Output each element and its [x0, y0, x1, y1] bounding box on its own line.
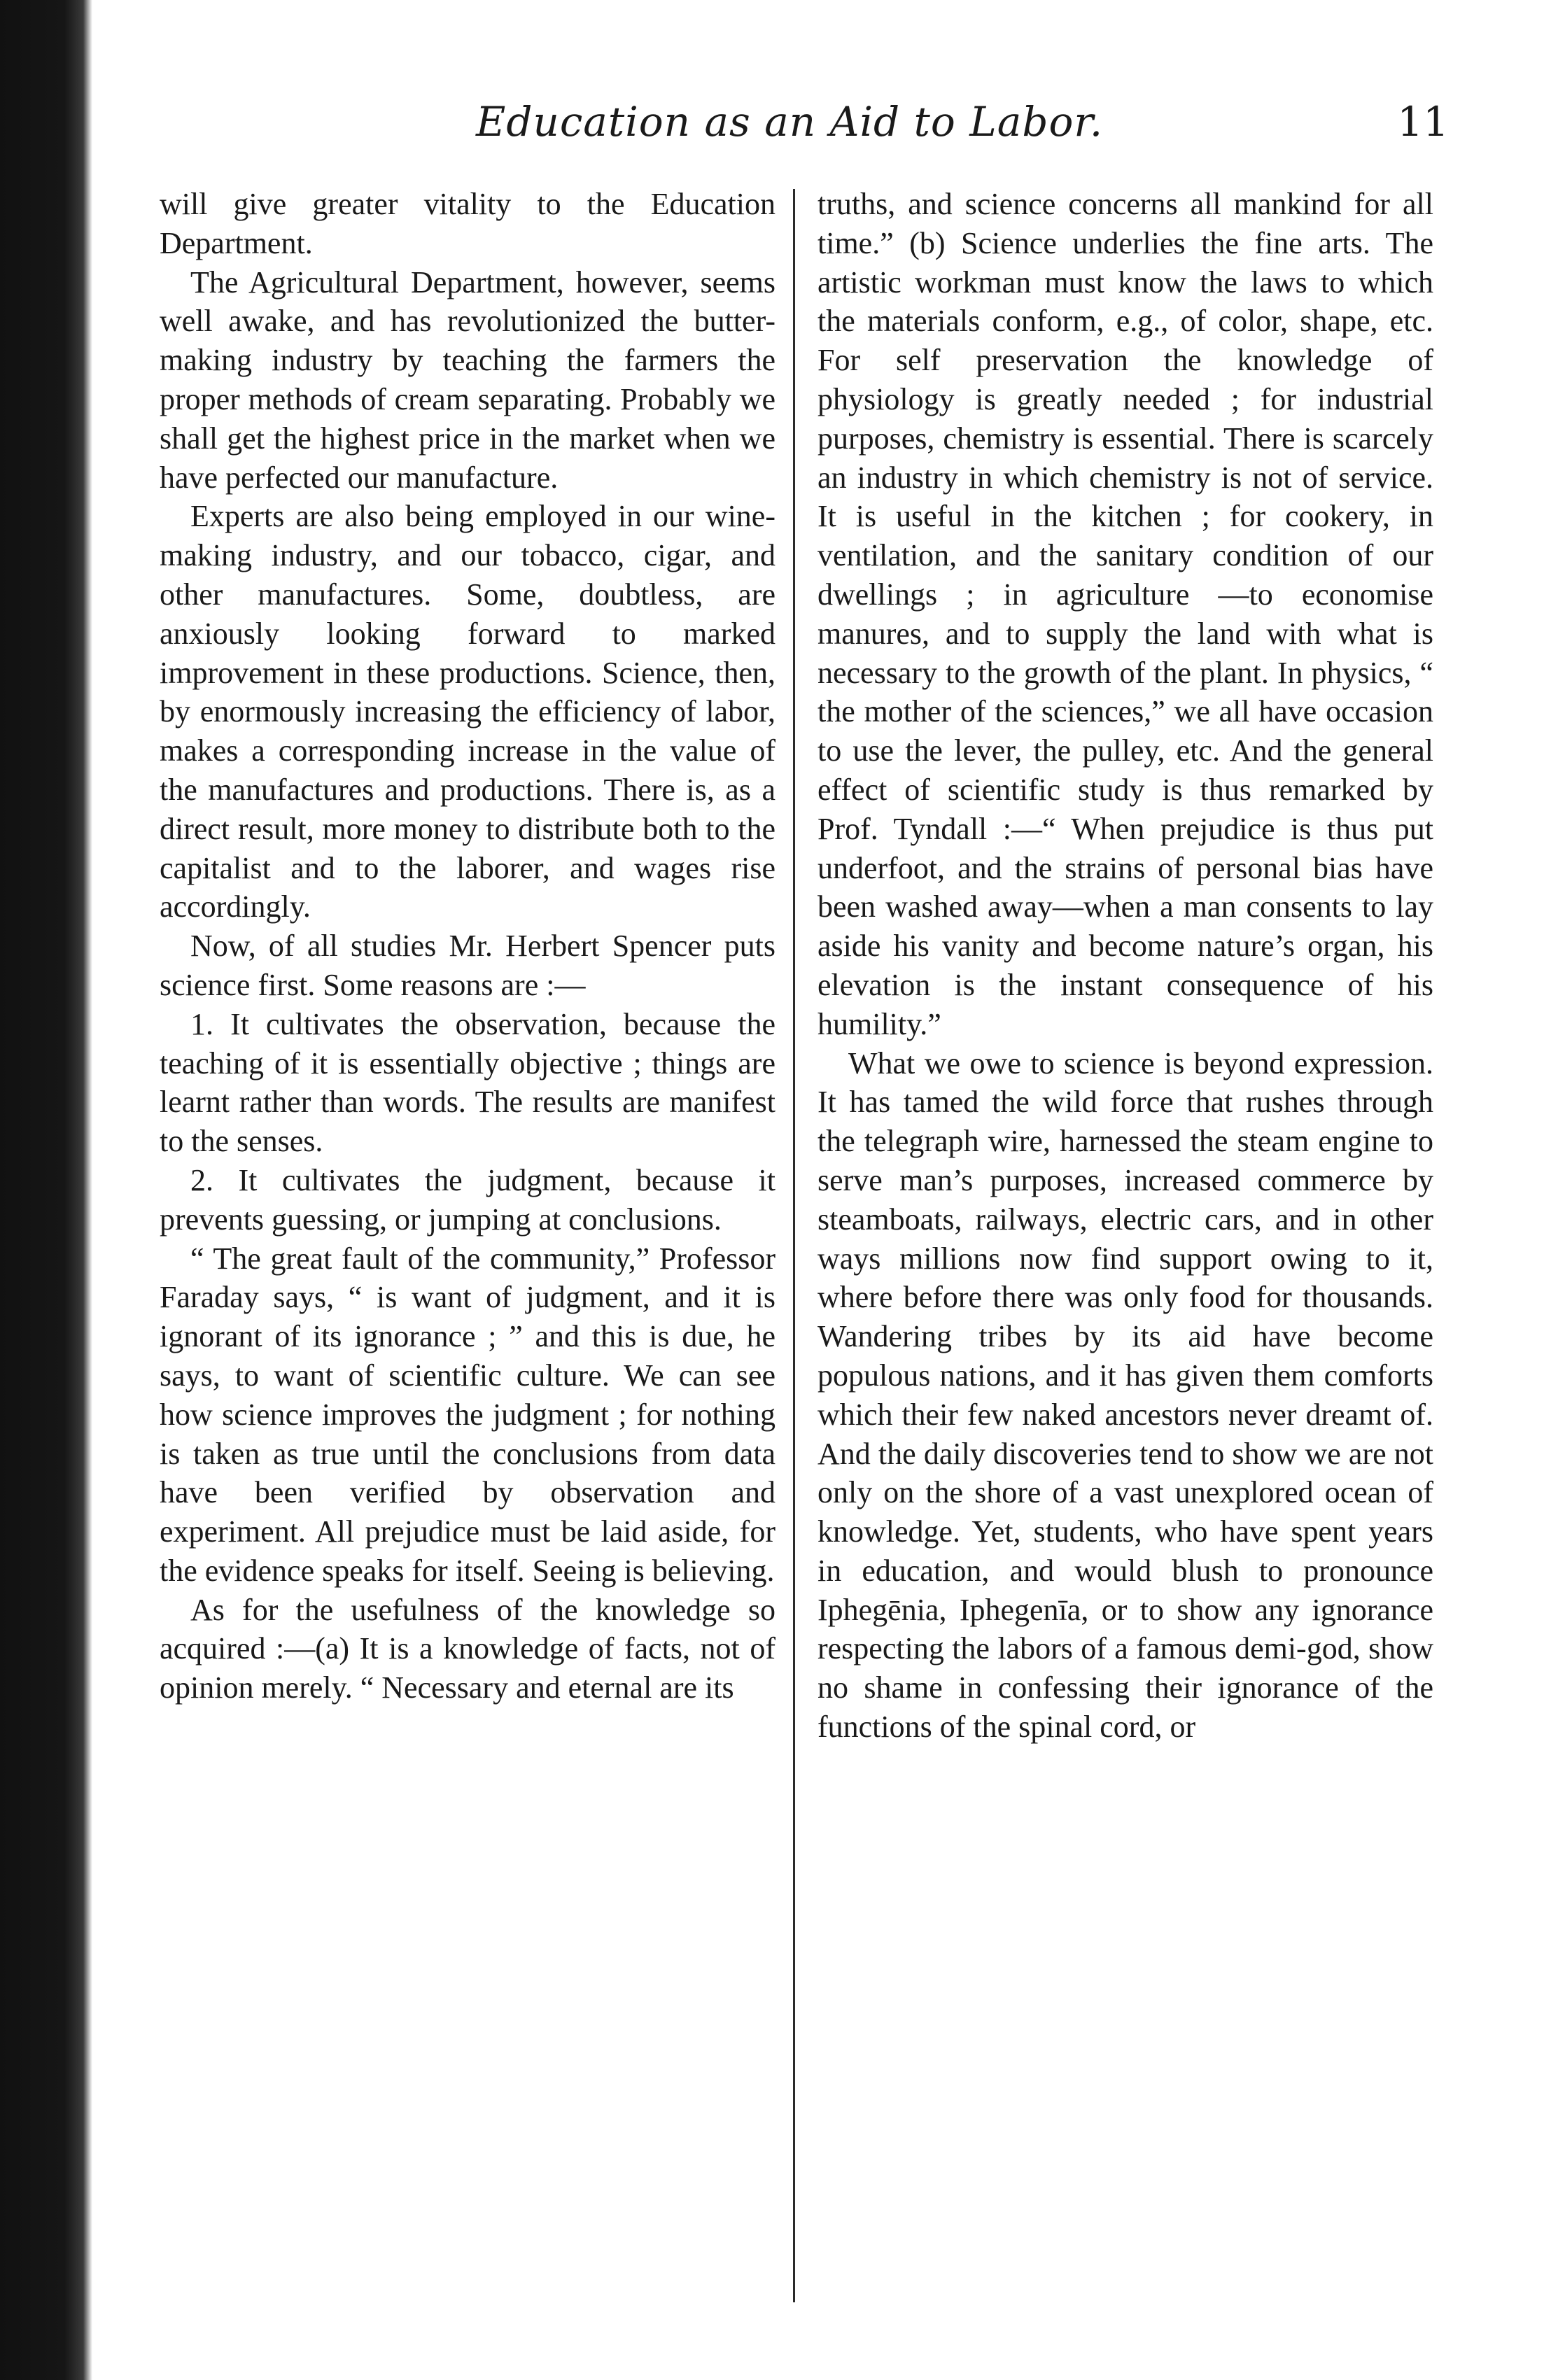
paragraph: will give greater vitality to the Education Department.: [160, 187, 776, 260]
column-divider: [793, 189, 795, 2302]
paragraph: truths, and science concerns all mankind for all time.” (b) Science underlies the fine arts. The artistic workman must know the laws to which the materials conform, e.g., of color, shape, etc. For self preservation the knowledge of physiology is greatly needed ; for industrial purposes, chemistry is essential. There is scarcely an industry in which chemistry is not of service. It is useful in the kitchen ; for cookery, in ventilation, and the sanitary condition of our dwellings ; in agriculture —to economise manures, and to supply the land with what is necessary to the growth of the plant. In physics, “ the mother of the sciences,” we all have occasion to use the lever, the pulley, etc. And the general effect of scientific study is thus remarked by Prof. Tyndall :—“ When prejudice is thus put underfoot, and the strains of personal bias have been washed away—when a man consents to lay aside his vanity and become nature’s organ, his elevation is the instant consequence of his humility.”: [817, 187, 1433, 1041]
page-binding-edge: [0, 0, 92, 2380]
page-header: [364, 98, 1456, 154]
left-column: [160, 185, 776, 1707]
page-number: 11: [1397, 98, 1449, 146]
running-title: Education as an Aid to Labor.: [476, 98, 1104, 146]
paragraph: What we owe to science is beyond expression. It has tamed the wild force that rushes through the telegraph wire, harnessed the steam engine to serve man’s purposes, increased commerce by steamboats, railways, electric cars, and in other ways millions now find support owing to it, where before there was only food for thousands. Wandering tribes by its aid have become populous nations, and it has given them comforts which their few naked ancestors never dreamt of. And the daily discoveries tend to show we are not only on the shore of a vast unexplored ocean of knowledge. Yet, students, who have spent years in education, and would blush to pronounce Iphegēnia, Iphegenīa, or to show any ignorance respecting the labors of a famous demi-god, show no shame in confessing their ignorance of the functions of the spinal cord, or: [817, 1045, 1433, 1745]
paragraph: As for the usefulness of the knowledge so acquired :—(a) It is a knowledge of facts, not of opinion merely. “ Necessary and eternal are its: [160, 1592, 776, 1705]
paragraph: The Agricultural Department, however, seems well awake, and has revolutionized the butter-making industry by teaching the farmers the proper methods of cream separating. Probably we shall get the highest price in the market when we have perfected our manufacture.: [160, 265, 776, 495]
right-column: [817, 185, 1433, 1747]
paragraph: Experts are also being employed in our wine-making industry, and our tobacco, cigar, and other manufactures. Some, doubtless, are anxiously looking forward to marked improvement in these productions. Science, then, by enormously increasing the efficiency of labor, makes a corresponding increase in the value of the manufactures and productions. There is, as a direct result, more money to distribute both to the capitalist and to the laborer, and wages rise accordingly.: [160, 499, 776, 924]
paragraph: 2. It cultivates the judgment, because it prevents guessing, or jumping at conclusions.: [160, 1162, 776, 1237]
paragraph: 1. It cultivates the observation, because the teaching of it is essentially objective ; things are learnt rather than words. The results are manifest to the senses.: [160, 1006, 776, 1159]
paragraph: “ The great fault of the community,” Professor Faraday says, “ is want of judgment, and it is ignorant of its ignorance ; ” and this is due, he says, to want of scientific culture. We can see how science improves the judgment ; for nothing is taken as true until the conclusions from data have been verified by observation and experiment. All prejudice must be laid aside, for the evidence speaks for itself. Seeing is believing.: [160, 1241, 776, 1588]
paragraph: Now, of all studies Mr. Herbert Spencer puts science first. Some reasons are :—: [160, 929, 776, 1002]
